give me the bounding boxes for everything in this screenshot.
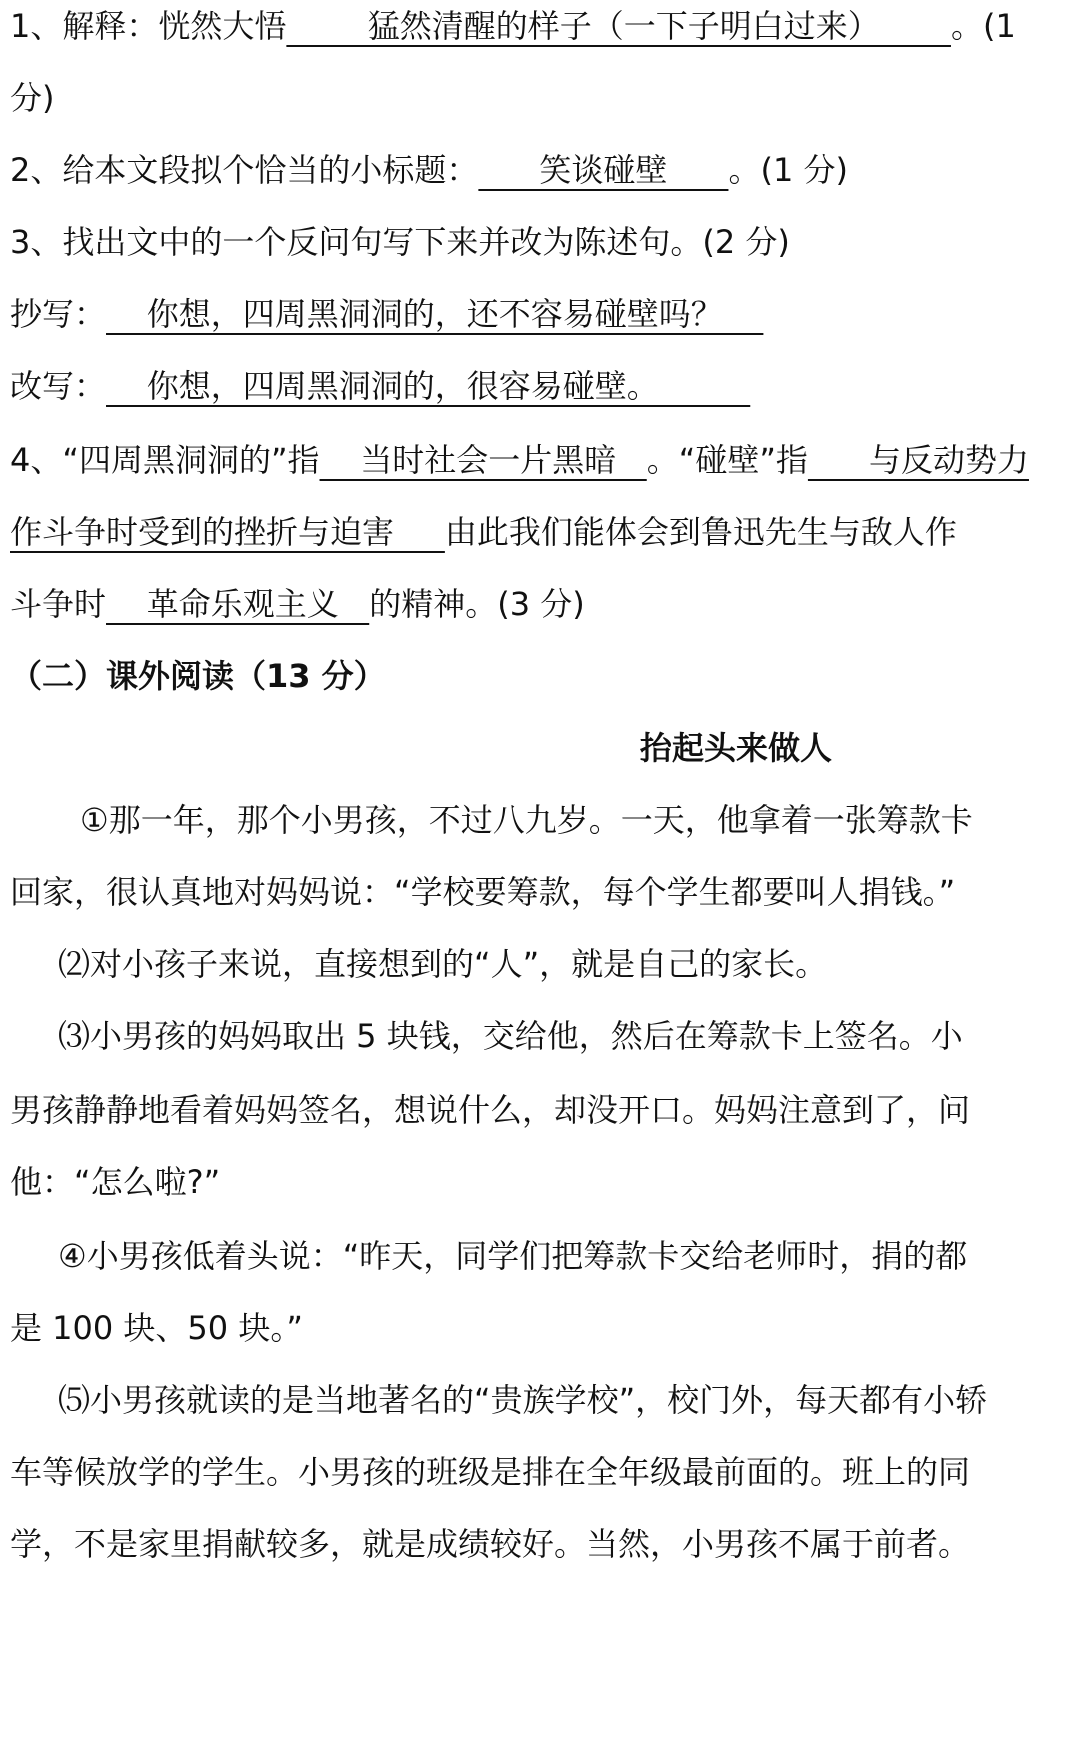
paragraph-3-line-3: 他：“怎么啦?” bbox=[10, 1163, 221, 1201]
copy-answer: 你想，四周黑洞洞的，还不容易碰壁吗？ bbox=[106, 295, 764, 333]
copy-label: 抄写： bbox=[10, 295, 107, 333]
question-4-answer-2a: 与反动势力 bbox=[807, 441, 1029, 479]
paragraph-5-line-2: 车等候放学的学生。小男孩的班级是排在全年级最前面的。班上的同 bbox=[10, 1453, 971, 1491]
question-2 bbox=[10, 150, 1074, 190]
rewrite-answer: 你想，四周黑洞洞的，很容易碰壁。 bbox=[106, 367, 751, 405]
question-1-score: 。(1 bbox=[950, 7, 1016, 45]
copy-line bbox=[10, 294, 1074, 334]
paragraph-4-line-1: ④小男孩低着头说：“昨天，同学们把筹款卡交给老师时，捐的都 bbox=[58, 1237, 968, 1275]
question-4-prompt-4: 斗争时 bbox=[10, 585, 107, 623]
paragraph-5-line-1: ⑸小男孩就读的是当地著名的“贵族学校”，校门外，每天都有小轿 bbox=[58, 1381, 988, 1419]
rewrite-line bbox=[10, 366, 1074, 406]
paragraph-2: ⑵对小孩子来说，直接想到的“人”，就是自己的家长。 bbox=[58, 945, 828, 983]
question-1-score-cont bbox=[10, 78, 1074, 118]
question-2-score: 。(1 分) bbox=[728, 151, 848, 189]
paragraph-5-line-3: 学，不是家里捐献较多，就是成绩较好。当然，小男孩不属于前者。 bbox=[10, 1525, 971, 1563]
question-4-prompt-3: 由此我们能体会到鲁迅先生与敌人作 bbox=[444, 513, 957, 551]
question-3 bbox=[10, 222, 1074, 262]
article-title: 抬起头来做人 bbox=[640, 729, 833, 767]
question-4-answer-2b: 作斗争时受到的挫折与迫害 bbox=[10, 513, 445, 551]
question-4-cont bbox=[10, 512, 1074, 552]
question-4-cont-2 bbox=[10, 584, 1074, 624]
question-1-prompt: 1、解释：恍然大悟 bbox=[10, 7, 287, 45]
question-1 bbox=[10, 6, 1074, 46]
question-1-answer: 猛然清醒的样子（一下子明白过来） bbox=[286, 7, 951, 45]
paragraph-3-line-1: ⑶小男孩的妈妈取出 5 块钱，交给他，然后在筹款卡上签名。小 bbox=[58, 1017, 963, 1055]
question-4 bbox=[10, 440, 1074, 480]
question-2-answer: 笑谈碰壁 bbox=[478, 151, 729, 189]
paragraph-3-line-2: 男孩静静地看着妈妈签名，想说什么，却没开口。妈妈注意到了，问 bbox=[10, 1091, 971, 1129]
question-4-score: 的精神。(3 分) bbox=[369, 585, 585, 623]
paragraph-1-line-1: ①那一年，那个小男孩，不过八九岁。一天，他拿着一张筹款卡 bbox=[80, 801, 973, 839]
rewrite-label: 改写： bbox=[10, 367, 107, 405]
question-2-prompt: 2、给本文段拟个恰当的小标题： bbox=[10, 151, 479, 189]
question-4-prompt-2: 。“碰壁”指 bbox=[646, 441, 808, 479]
paragraph-4-line-2: 是 100 块、50 块。” bbox=[10, 1309, 303, 1347]
section-heading: （二）课外阅读（13 分） bbox=[10, 657, 386, 695]
question-1-score-tail: 分) bbox=[10, 79, 55, 117]
question-4-answer-3: 革命乐观主义 bbox=[106, 585, 370, 623]
question-4-answer-1: 当时社会一片黑暗 bbox=[319, 441, 647, 479]
question-4-prompt: 4、“四周黑洞洞的”指 bbox=[10, 441, 320, 479]
question-3-prompt: 3、找出文中的一个反问句写下来并改为陈述句。(2 分) bbox=[10, 223, 790, 261]
paragraph-1-line-2: 回家，很认真地对妈妈说：“学校要筹款，每个学生都要叫人捐钱。” bbox=[10, 873, 956, 911]
